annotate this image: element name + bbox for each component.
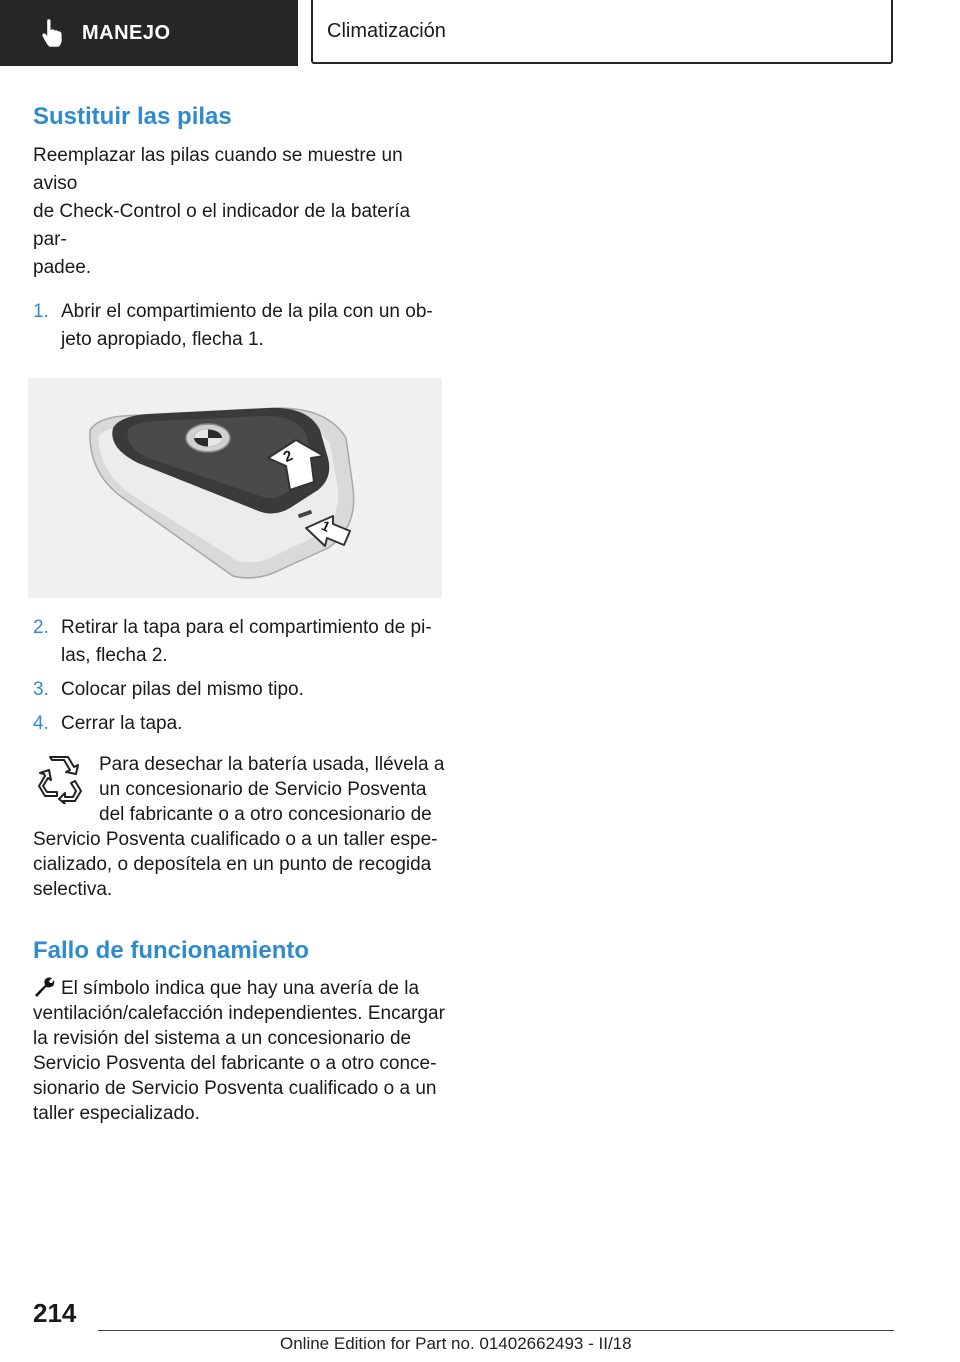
- recycling-note: [33, 752, 447, 902]
- fault-line: ventilación/calefacción independientes. Encargar: [33, 1003, 445, 1024]
- step-number: 1.: [33, 301, 49, 322]
- fault-line: la revisión del sistema a un concesionario de: [33, 1028, 412, 1049]
- fault-description: [33, 976, 447, 1126]
- step-text: Colocar pilas del mismo tipo.: [61, 679, 304, 700]
- battery-intro: [33, 142, 447, 282]
- fault-heading: Fallo de funcionamiento: [33, 937, 310, 964]
- key-battery-figure: [28, 378, 442, 598]
- section-tab[interactable]: [0, 0, 298, 66]
- car-key-illustration: [28, 378, 442, 598]
- step-text: Abrir el compartimiento de la pila con un ob-: [61, 301, 433, 322]
- recycling-line: Para desechar la batería usada, llévela a: [99, 754, 445, 775]
- step-text: Retirar la tapa para el compartimiento de pi-: [61, 617, 432, 638]
- step-item: [33, 710, 447, 738]
- footer-divider: [98, 1330, 894, 1331]
- page-header: [0, 0, 960, 66]
- arrow-label-1: 1: [318, 517, 333, 535]
- recycling-line: del fabricante o a otro concesionario de: [99, 804, 432, 825]
- section-label: MANEJO: [82, 21, 171, 44]
- battery-intro-line: Reemplazar las pilas cuando se muestre un aviso: [33, 145, 403, 194]
- recycling-line: cializado, o deposítela en un punto de recogida: [33, 854, 432, 875]
- recycling-line: Servicio Posventa cualificado o a un taller espe-: [33, 829, 438, 850]
- fault-line: taller especializado.: [33, 1103, 200, 1124]
- recycling-line: selectiva.: [33, 879, 113, 900]
- step-text: jeto apropiado, flecha 1.: [61, 329, 264, 350]
- battery-heading: Sustituir las pilas: [33, 103, 232, 130]
- main-content: [33, 100, 447, 1126]
- arrow-label-2: 2: [280, 447, 296, 466]
- fault-line: El símbolo indica que hay una avería de la: [61, 978, 420, 999]
- fault-line: Servicio Posventa del fabricante o a otro conce-: [33, 1053, 437, 1074]
- chapter-tab[interactable]: [311, 0, 893, 64]
- hand-pointer-icon: [38, 18, 66, 48]
- step-number: 2.: [33, 617, 49, 638]
- step-item: [33, 298, 447, 354]
- recycling-line: un concesionario de Servicio Posventa: [99, 779, 427, 800]
- battery-intro-line: de Check-Control o el indicador de la batería par-: [33, 201, 411, 250]
- edition-text: Online Edition for Part no. 01402662493 - II/18: [280, 1334, 632, 1353]
- step-text: Cerrar la tapa.: [61, 713, 183, 734]
- step-number: 4.: [33, 713, 49, 734]
- step-item: [33, 614, 447, 670]
- chapter-label: Climatización: [327, 19, 446, 42]
- step-text: las, flecha 2.: [61, 645, 168, 666]
- battery-intro-line: padee.: [33, 257, 92, 278]
- page-number: 214: [33, 1298, 77, 1328]
- wrench-icon: [33, 977, 55, 997]
- fault-line: sionario de Servicio Posventa cualificado o a un: [33, 1078, 437, 1099]
- step-number: 3.: [33, 679, 49, 700]
- step-item: [33, 676, 447, 704]
- recycle-icon: [33, 754, 83, 804]
